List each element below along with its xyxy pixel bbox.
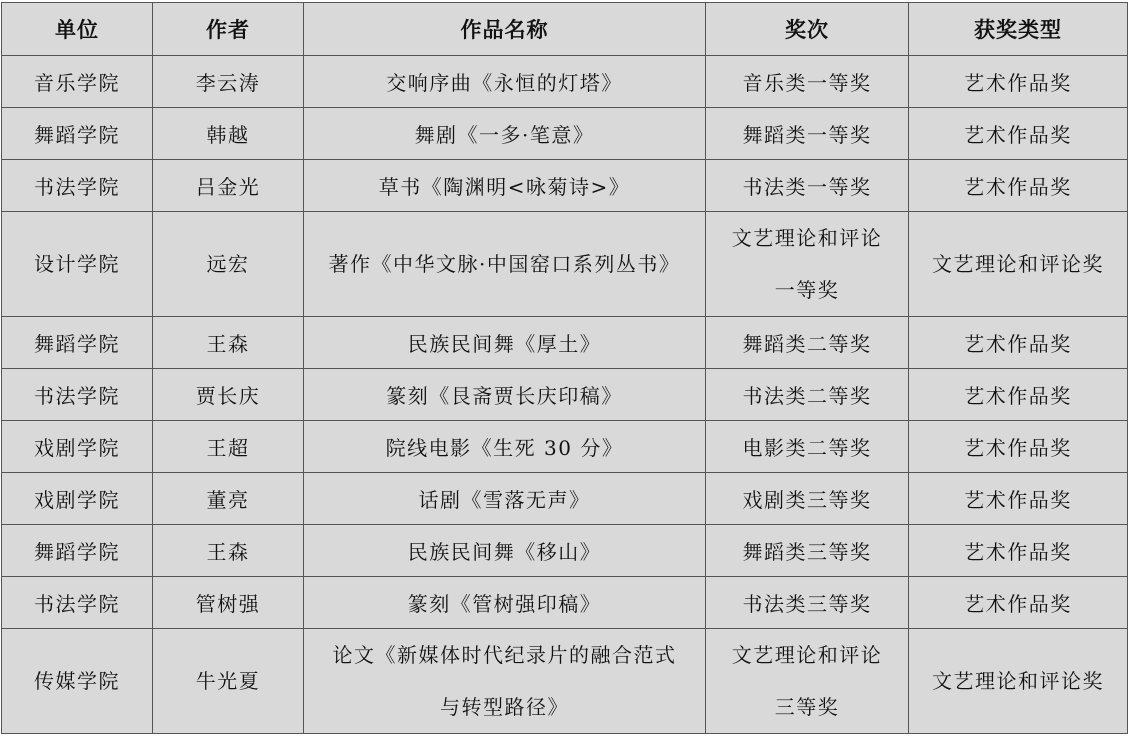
cell-award bbox=[706, 473, 909, 525]
cell-author: 王森 bbox=[153, 525, 304, 577]
cell-work bbox=[304, 108, 706, 160]
cell-author: 王森 bbox=[153, 317, 304, 369]
cell-award bbox=[706, 525, 909, 577]
cell-award-line: 舞蹈类一等奖 bbox=[742, 123, 872, 147]
cell-award bbox=[706, 160, 909, 212]
cell-type: 艺术作品奖 bbox=[909, 369, 1128, 421]
cell-author: 管树强 bbox=[153, 577, 304, 629]
table-row bbox=[2, 56, 1128, 108]
cell-unit: 舞蹈学院 bbox=[2, 525, 153, 577]
cell-author: 牛光夏 bbox=[153, 629, 304, 734]
header-row bbox=[2, 3, 1128, 56]
cell-award-line: 书法类二等奖 bbox=[742, 384, 872, 408]
cell-author: 王超 bbox=[153, 421, 304, 473]
cell-work-line: 论文《新媒体时代纪录片的融合范式 bbox=[332, 643, 677, 667]
cell-award-line: 音乐类一等奖 bbox=[742, 71, 872, 95]
cell-work bbox=[304, 56, 706, 108]
cell-unit: 戏剧学院 bbox=[2, 473, 153, 525]
cell-work bbox=[304, 317, 706, 369]
cell-award-line: 文艺理论和评论 bbox=[731, 643, 883, 667]
cell-award-line: 三等奖 bbox=[774, 695, 840, 719]
cell-work bbox=[304, 160, 706, 212]
cell-work bbox=[304, 473, 706, 525]
cell-award-line: 电影类二等奖 bbox=[742, 436, 872, 460]
cell-type: 艺术作品奖 bbox=[909, 108, 1128, 160]
cell-author: 吕金光 bbox=[153, 160, 304, 212]
cell-award bbox=[706, 56, 909, 108]
cell-work-line: 草书《陶渊明<咏菊诗>》 bbox=[378, 175, 631, 199]
cell-type: 艺术作品奖 bbox=[909, 317, 1128, 369]
header-award: 奖次 bbox=[706, 3, 909, 56]
table-row bbox=[2, 212, 1128, 317]
table-row bbox=[2, 160, 1128, 212]
cell-unit: 戏剧学院 bbox=[2, 421, 153, 473]
table-row bbox=[2, 629, 1128, 734]
cell-unit: 书法学院 bbox=[2, 160, 153, 212]
table-body bbox=[2, 56, 1128, 734]
header-type: 获奖类型 bbox=[909, 3, 1128, 56]
cell-award bbox=[706, 369, 909, 421]
awards-table bbox=[1, 2, 1128, 734]
cell-award bbox=[706, 317, 909, 369]
cell-work bbox=[304, 421, 706, 473]
cell-work-line: 交响序曲《永恒的灯塔》 bbox=[386, 71, 623, 95]
cell-author: 韩越 bbox=[153, 108, 304, 160]
cell-award-line: 一等奖 bbox=[774, 278, 840, 302]
cell-work bbox=[304, 212, 706, 317]
cell-unit: 舞蹈学院 bbox=[2, 108, 153, 160]
cell-award bbox=[706, 577, 909, 629]
cell-work bbox=[304, 629, 706, 734]
cell-author: 李云涛 bbox=[153, 56, 304, 108]
cell-type: 文艺理论和评论奖 bbox=[909, 629, 1128, 734]
cell-type: 艺术作品奖 bbox=[909, 577, 1128, 629]
cell-type: 文艺理论和评论奖 bbox=[909, 212, 1128, 317]
cell-award bbox=[706, 108, 909, 160]
cell-author: 贾长庆 bbox=[153, 369, 304, 421]
cell-work-line: 民族民间舞《移山》 bbox=[407, 540, 602, 564]
table-row bbox=[2, 525, 1128, 577]
cell-award bbox=[706, 629, 909, 734]
cell-award-line: 文艺理论和评论 bbox=[731, 226, 883, 250]
cell-work-line: 著作《中华文脉·中国窑口系列丛书》 bbox=[328, 252, 681, 276]
table-row bbox=[2, 108, 1128, 160]
cell-award-line: 书法类三等奖 bbox=[742, 592, 872, 616]
cell-work-line: 与转型路径》 bbox=[440, 695, 569, 719]
cell-type: 艺术作品奖 bbox=[909, 160, 1128, 212]
cell-work-line: 院线电影《生死 30 分》 bbox=[385, 436, 624, 460]
table-row bbox=[2, 473, 1128, 525]
cell-type: 艺术作品奖 bbox=[909, 56, 1128, 108]
header-work: 作品名称 bbox=[304, 3, 706, 56]
header-author: 作者 bbox=[153, 3, 304, 56]
cell-work bbox=[304, 577, 706, 629]
table-row bbox=[2, 317, 1128, 369]
cell-type: 艺术作品奖 bbox=[909, 473, 1128, 525]
cell-work bbox=[304, 369, 706, 421]
cell-award bbox=[706, 421, 909, 473]
cell-work-line: 篆刻《管树强印稿》 bbox=[407, 592, 602, 616]
cell-unit: 舞蹈学院 bbox=[2, 317, 153, 369]
table-row bbox=[2, 421, 1128, 473]
cell-unit: 书法学院 bbox=[2, 369, 153, 421]
cell-award-line: 戏剧类三等奖 bbox=[742, 488, 872, 512]
cell-work-line: 民族民间舞《厚土》 bbox=[407, 332, 602, 356]
cell-author: 远宏 bbox=[153, 212, 304, 317]
cell-type: 艺术作品奖 bbox=[909, 525, 1128, 577]
cell-award-line: 舞蹈类三等奖 bbox=[742, 540, 872, 564]
cell-unit: 音乐学院 bbox=[2, 56, 153, 108]
cell-award bbox=[706, 212, 909, 317]
cell-work-line: 舞剧《一多·笔意》 bbox=[414, 123, 595, 147]
cell-award-line: 书法类一等奖 bbox=[742, 175, 872, 199]
cell-work-line: 篆刻《艮斋贾长庆印稿》 bbox=[386, 384, 623, 408]
cell-award-line: 舞蹈类二等奖 bbox=[742, 332, 872, 356]
cell-unit: 传媒学院 bbox=[2, 629, 153, 734]
header-unit: 单位 bbox=[2, 3, 153, 56]
table-row bbox=[2, 369, 1128, 421]
cell-work bbox=[304, 525, 706, 577]
cell-author: 董亮 bbox=[153, 473, 304, 525]
cell-type: 艺术作品奖 bbox=[909, 421, 1128, 473]
cell-work-line: 话剧《雪落无声》 bbox=[418, 488, 591, 512]
cell-unit: 设计学院 bbox=[2, 212, 153, 317]
table-row bbox=[2, 577, 1128, 629]
cell-unit: 书法学院 bbox=[2, 577, 153, 629]
